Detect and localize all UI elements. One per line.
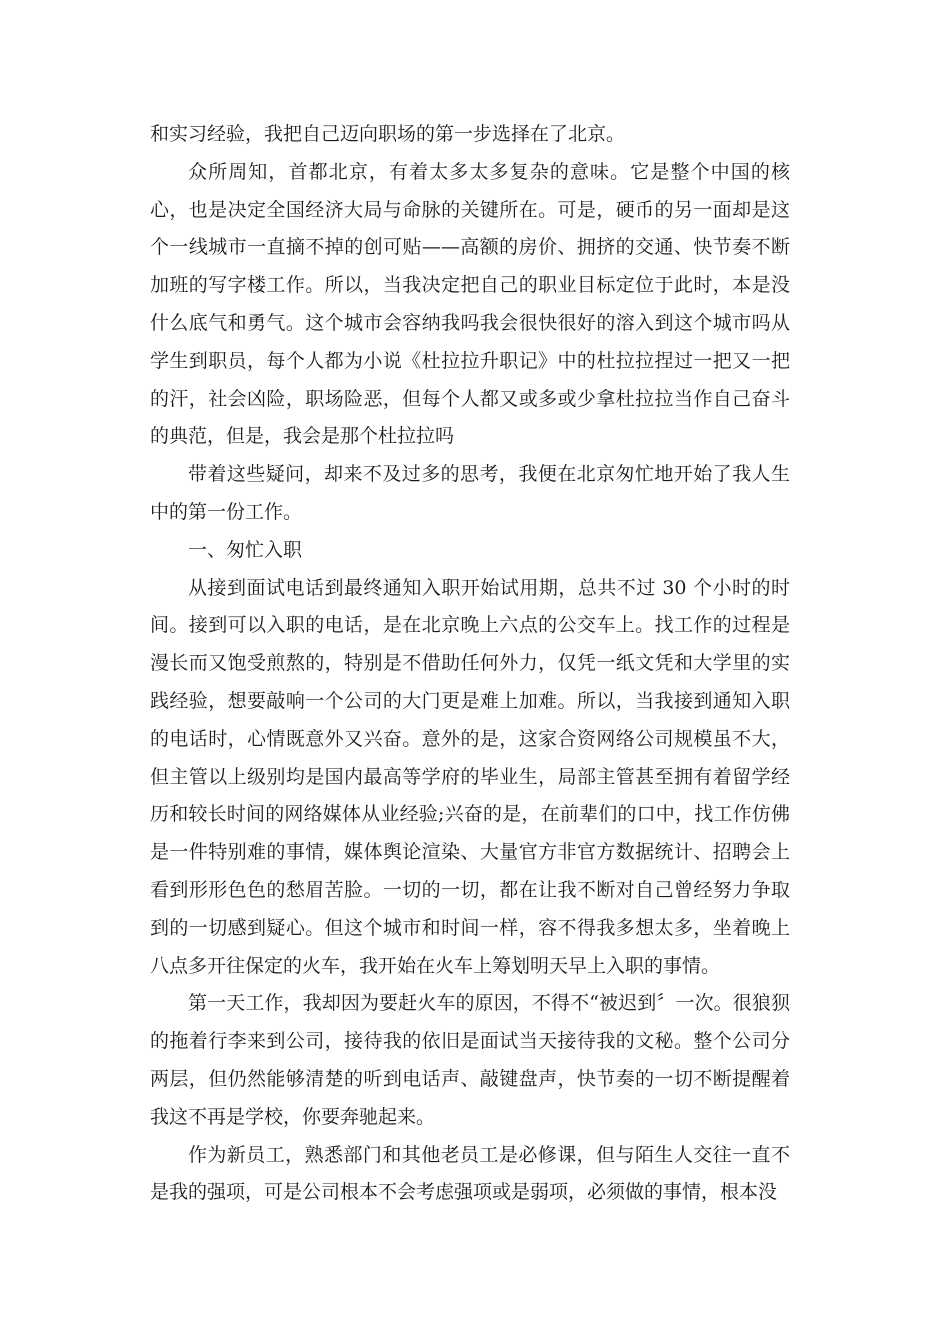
paragraph-continuation: 和实习经验，我把自己迈向职场的第一步选择在了北京。 (150, 123, 626, 145)
paragraph-doubts: 带着这些疑问，却来不及过多的思考，我便在北京匆忙地开始了我人生中的第一份工作。 (150, 463, 790, 523)
paragraph-beijing-meaning: 众所周知，首都北京，有着太多太多复杂的意味。它是整个中国的核心，也是决定全国经济大局与命脉的关键所在。可是，硬币的另一面却是这个一线城市一直摘不掉的创可贴——高额的房价、拥挤的交通、快节奏不断加班的写字楼工作。所以，当我决定把自己的职业目标定位于此时，本是没什么底气和勇气。这个城市会容纳我吗我会很快很好的溶入到这个城市吗从学生到职员，每个人都为小说《杜拉拉升职记》中的杜拉拉捏过一把又一把的汗，社会凶险，职场险恶，但每个人都又或多或少拿杜拉拉当作自己奋斗的典范，但是，我会是那个杜拉拉吗 (150, 160, 790, 448)
section-heading-hasty-onboarding: 一、匆忙入职 (188, 538, 303, 561)
document-body (150, 116, 790, 1212)
paragraph-interview-to-onboarding: 从接到面试电话到最终通知入职开始试用期，总共不过 30 个小时的时间。接到可以入职的电话，是在北京晚上六点的公交车上。找工作的过程是漫长而又饱受煎熬的，特别是不借助任何外力，仅凭一纸文凭和大学里的实践经验，想要敲响一个公司的大门更是难上加难。所以，当我接到通知入职的电话时，心情既意外又兴奋。意外的是，这家合资网络公司规模虽不大，但主管以上级别均是国内最高等学府的毕业生，局部主管甚至拥有着留学经历和较长时间的网络媒体从业经验;兴奋的是，在前辈们的口中，找工作仿佛是一件特别难的事情，媒体舆论渲染、大量官方非官方数据统计、招聘会上看到形形色色的愁眉苦脸。一切的一切，都在让我不断对自己曾经努力争取到的一切感到疑心。但这个城市和时间一样，容不得我多想太多，坐着晚上八点多开往保定的火车，我开始在火车上筹划明天早上入职的事情。 (150, 576, 790, 977)
paragraph-first-day: 第一天工作，我却因为要赶火车的原因，不得不“被迟到〞一次。很狼狈的拖着行李来到公司，接待我的依旧是面试当天接待我的文秘。整个公司分两层，但仍然能够清楚的听到电话声、敲键盘声，快节奏的一切不断提醒着我这不再是学校，你要奔驰起来。 (150, 992, 790, 1128)
paragraph-new-employee: 作为新员工，熟悉部门和其他老员工是必修课，但与陌生人交往一直不是我的强项，可是公司根本不会考虑强项或是弱项，必须做的事情，根本没 (150, 1143, 790, 1204)
